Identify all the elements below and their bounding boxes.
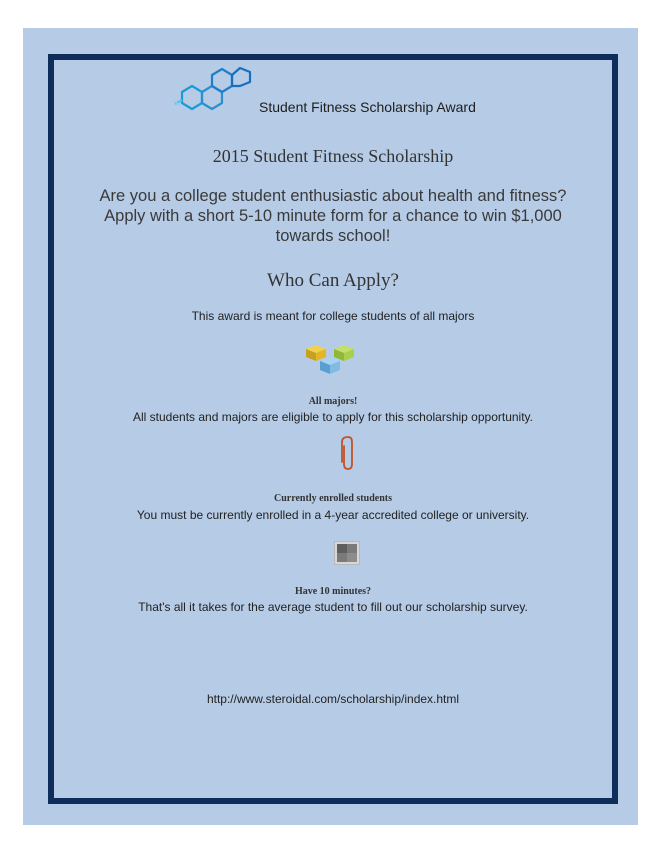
section-title: Who Can Apply? bbox=[267, 270, 399, 291]
square-icon bbox=[334, 541, 360, 565]
page-title: 2015 Student Fitness Scholarship bbox=[212, 146, 454, 166]
molecule-icon bbox=[170, 64, 256, 112]
item-desc-majors: All students and majors are eligible to apply for this scholarship opportunity. bbox=[133, 410, 533, 424]
scholarship-url[interactable]: http://www.steroidal.com/scholarship/index.html bbox=[206, 692, 460, 706]
section-subtitle: This award is meant for college students of all majors bbox=[191, 309, 475, 323]
item-desc-minutes: That's all it takes for the average student to fill out our scholarship survey. bbox=[138, 600, 528, 614]
item-title-minutes: Have 10 minutes? bbox=[294, 586, 372, 597]
item-title-majors: All majors! bbox=[308, 396, 358, 407]
paperclip-icon bbox=[338, 434, 358, 472]
org-name: Student Fitness Scholarship Award bbox=[259, 99, 476, 115]
cubes-icon bbox=[304, 343, 358, 377]
item-title-enrolled: Currently enrolled students bbox=[274, 493, 392, 504]
item-desc-enrolled: You must be currently enrolled in a 4-year accredited college or university. bbox=[136, 508, 530, 522]
intro-text: Are you a college student enthusiastic about health and fitness? Apply with a short 5-10 minute form for a chance to win $1,000 towards school! bbox=[99, 187, 567, 245]
